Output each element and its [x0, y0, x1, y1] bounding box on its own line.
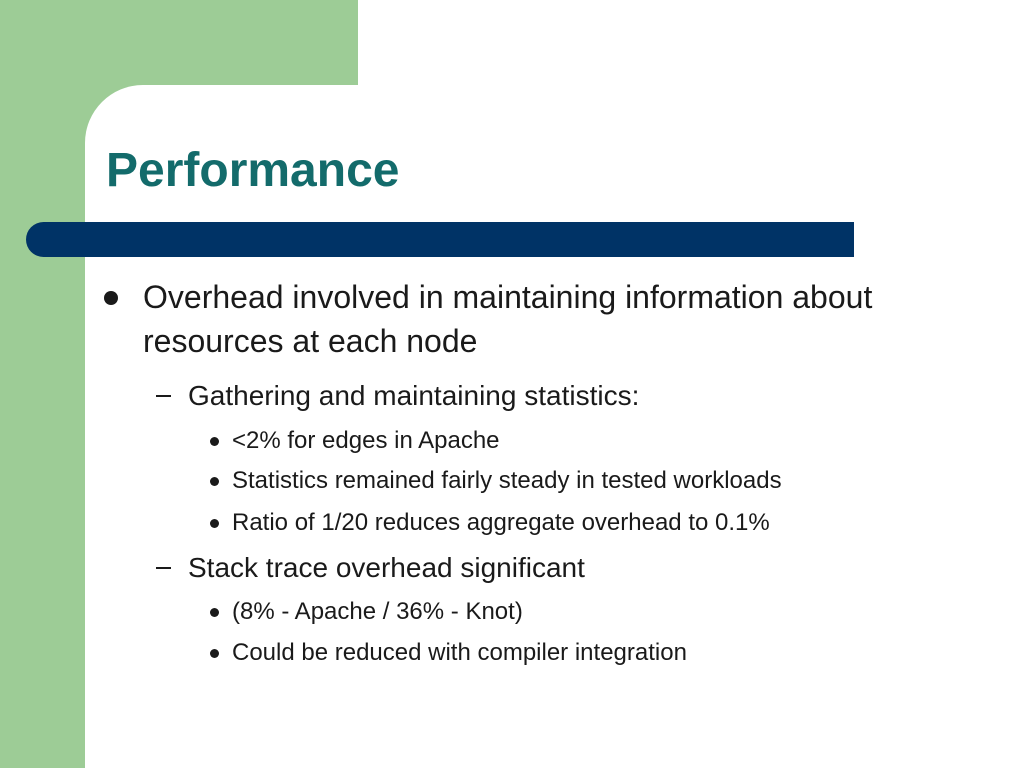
list-item-text: <2% for edges in Apache [232, 427, 500, 454]
bullet-text: Overhead involved in maintaining information about resources at each node [143, 279, 873, 359]
bullet-icon [104, 291, 118, 305]
list-item-text: Could be reduced with compiler integration [232, 639, 687, 666]
bullet-dot-icon [210, 437, 219, 446]
bullet-dot-icon [210, 649, 219, 658]
list-item-text: (8% - Apache / 36% - Knot) [232, 598, 523, 625]
dash-icon [156, 395, 171, 397]
bullet-dot-icon [210, 477, 219, 486]
dash-icon [156, 567, 171, 569]
sub-bullet-text: Gathering and maintaining statistics: [188, 380, 640, 411]
list-item-text: Ratio of 1/20 reduces aggregate overhead to 0.1% [232, 509, 770, 536]
bullet-dot-icon [210, 608, 219, 617]
bullet-dot-icon [210, 519, 219, 528]
slide-title: Performance [106, 144, 400, 197]
list-item-text: Statistics remained fairly steady in tested workloads [232, 467, 782, 494]
sub-bullet-text: Stack trace overhead significant [188, 552, 585, 583]
